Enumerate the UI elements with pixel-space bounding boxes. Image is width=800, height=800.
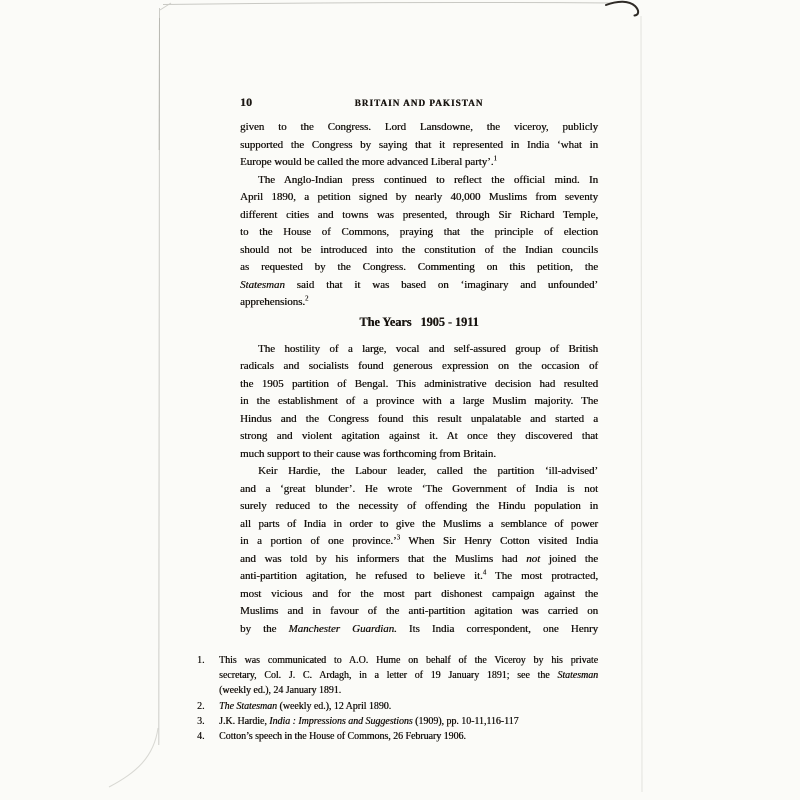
text-line [240, 568, 598, 586]
footnote [197, 699, 598, 714]
text-line [240, 551, 598, 569]
italic-text: not [526, 552, 541, 565]
page-number: 10 [240, 95, 252, 109]
text-segment: Hindus and the Congress found this result unpalatable and started a [240, 412, 598, 425]
footnote-line [219, 653, 598, 668]
text-segment: as requested by the Congress. Commenting on this petition, the [240, 261, 598, 273]
footnote [197, 653, 598, 699]
text-segment: the 1905 partition of Bengal. This administrative decision had resulted [240, 377, 598, 390]
text-line [240, 393, 598, 411]
text-segment: all parts of India in order to give the Muslims a semblance of power [240, 517, 598, 530]
text-line [240, 119, 598, 137]
footnote [197, 729, 598, 744]
text-line [240, 446, 598, 464]
footnote-line [219, 699, 598, 714]
footnote-text [219, 714, 598, 729]
text-line [240, 516, 598, 534]
text-segment: The hostility of a large, vocal and self-assured group of British [258, 342, 598, 355]
text-segment: Europe would be called the more advanced Liberal party’. [240, 156, 494, 168]
section-heading-part: The Years [359, 314, 412, 329]
italic-text: Statesman [240, 278, 285, 291]
footnote-number: 2. [197, 700, 205, 712]
text-segment: in the establishment of a province with a large Muslim majority. The [240, 395, 598, 407]
footnote-line [219, 714, 598, 729]
footnote-text [219, 699, 598, 714]
running-header: BRITAIN AND PAKISTAN [354, 98, 484, 108]
text-line [240, 154, 598, 172]
italic-text: India : Impressions and Suggestions [269, 715, 413, 727]
text-segment: different cities and towns was presented, through Sir Richard Temple, [240, 208, 598, 221]
text-line [240, 358, 598, 376]
text-segment: should not be introduced into the constitution of the Indian councils [240, 243, 598, 256]
text-segment: radicals and socialists found generous expression on the occasion of [240, 360, 598, 372]
text-segment: The Anglo-Indian press continued to reflect the official mind. In [258, 173, 598, 186]
text-line [240, 603, 598, 621]
text-segment: When Sir Henry Cotton visited India [399, 535, 598, 547]
footnote-marker: 3 [396, 534, 400, 542]
text-segment: and was told by his informers that the Muslims had [240, 552, 527, 565]
section-heading [240, 314, 598, 331]
text-line [240, 533, 598, 551]
footnotes [197, 653, 598, 744]
page-edge-left [159, 8, 160, 745]
footnote-text [219, 653, 598, 699]
text-segment: (1909), pp. 10-11,116-117 [412, 715, 519, 727]
footnote-text [219, 729, 598, 744]
text-segment: J.K. Hardie, [219, 715, 270, 727]
text-segment: strong and violent agitation against it. At once they discovered that [240, 430, 598, 442]
text-segment: in a portion of one province.’ [240, 535, 397, 547]
text-line [240, 411, 598, 429]
text-segment: This was communicated to A.O. Hume on behalf of the Viceroy by his private [219, 655, 598, 666]
text-segment: Muslims and in favour of the anti-partition agitation was carried on [240, 605, 598, 617]
text-line [240, 224, 598, 242]
text-line [240, 242, 598, 260]
body-text [240, 119, 598, 638]
text-line [240, 294, 598, 312]
page-edge-top [163, 3, 612, 5]
text-line [240, 259, 598, 277]
footnote-marker: 2 [304, 295, 309, 303]
italic-text: The Statesman [219, 700, 277, 712]
text-line [240, 586, 598, 604]
page-edge-corner [160, 3, 171, 10]
footnote-line [219, 668, 598, 683]
text-line [240, 621, 598, 639]
text-segment: most vicious and for the most part dishonest campaign against the [240, 587, 598, 600]
text-line [240, 481, 598, 499]
text-segment: secretary, Col. J. C. Ardagh, in a letter of 19 January 1891; see the [219, 670, 558, 682]
text-segment: said that it was based on ‘imaginary and unfounded’ [284, 278, 598, 291]
text-line [240, 498, 598, 516]
text-segment: Cotton’s speech in the House of Commons, 26 February 1906. [219, 730, 466, 742]
text-line [240, 189, 598, 207]
text-segment: April 1890, a petition signed by nearly 40,000 Muslims from seventy [240, 191, 598, 203]
text-segment: (weekly ed.), 12 April 1890. [276, 700, 392, 712]
section-heading-part: 1905 - 1911 [420, 314, 479, 329]
text-segment: apprehensions. [240, 296, 305, 308]
footnote-number: 1. [197, 655, 205, 666]
page-edge-right [641, 16, 642, 792]
text-segment: supported the Congress by saying that it represented in India ‘what in [240, 138, 598, 151]
text-segment: Its India correspondent, one Henry [396, 622, 598, 635]
text-segment: to the House of Commons, praying that the principle of election [240, 226, 598, 238]
text-line [240, 463, 598, 481]
text-line [240, 207, 598, 225]
text-line [240, 376, 598, 394]
footnote-line [219, 683, 598, 698]
italic-text: Manchester Guardian. [288, 622, 397, 635]
page-edge-bottom-curve [109, 728, 158, 787]
italic-text: Statesman [557, 670, 598, 682]
text-line [240, 341, 598, 359]
text-line [240, 172, 598, 190]
text-segment: joined the [540, 552, 598, 565]
footnote [197, 714, 598, 729]
text-segment: The most protracted, [486, 570, 598, 582]
footnote-marker: 4 [482, 569, 487, 577]
text-segment: by the [240, 622, 289, 635]
text-line [240, 428, 598, 446]
text-segment: much support to their cause was forthcoming from Britain. [240, 447, 496, 460]
text-line [240, 137, 598, 155]
footnote-marker: 1 [493, 155, 497, 163]
text-segment: and a ‘great blunder’. He wrote ‘The Government of India is not [240, 482, 598, 495]
footnote-number: 3. [197, 715, 205, 727]
text-segment: (weekly ed.), 24 January 1891. [219, 685, 342, 697]
footnote-number: 4. [197, 730, 205, 742]
text-segment: Keir Hardie, the Labour leader, called the partition ‘ill-advised’ [258, 465, 598, 477]
text-segment: given to the Congress. Lord Lansdowne, the viceroy, publicly [240, 121, 598, 133]
footnote-line [219, 729, 598, 744]
pen-curl-mark [606, 2, 638, 16]
text-segment: anti-partition agitation, he refused to believe it. [240, 570, 483, 582]
running-head-row [240, 95, 598, 111]
text-segment: surely reduced to the necessity of offending the Hindu population in [240, 500, 598, 512]
text-line [240, 277, 598, 295]
